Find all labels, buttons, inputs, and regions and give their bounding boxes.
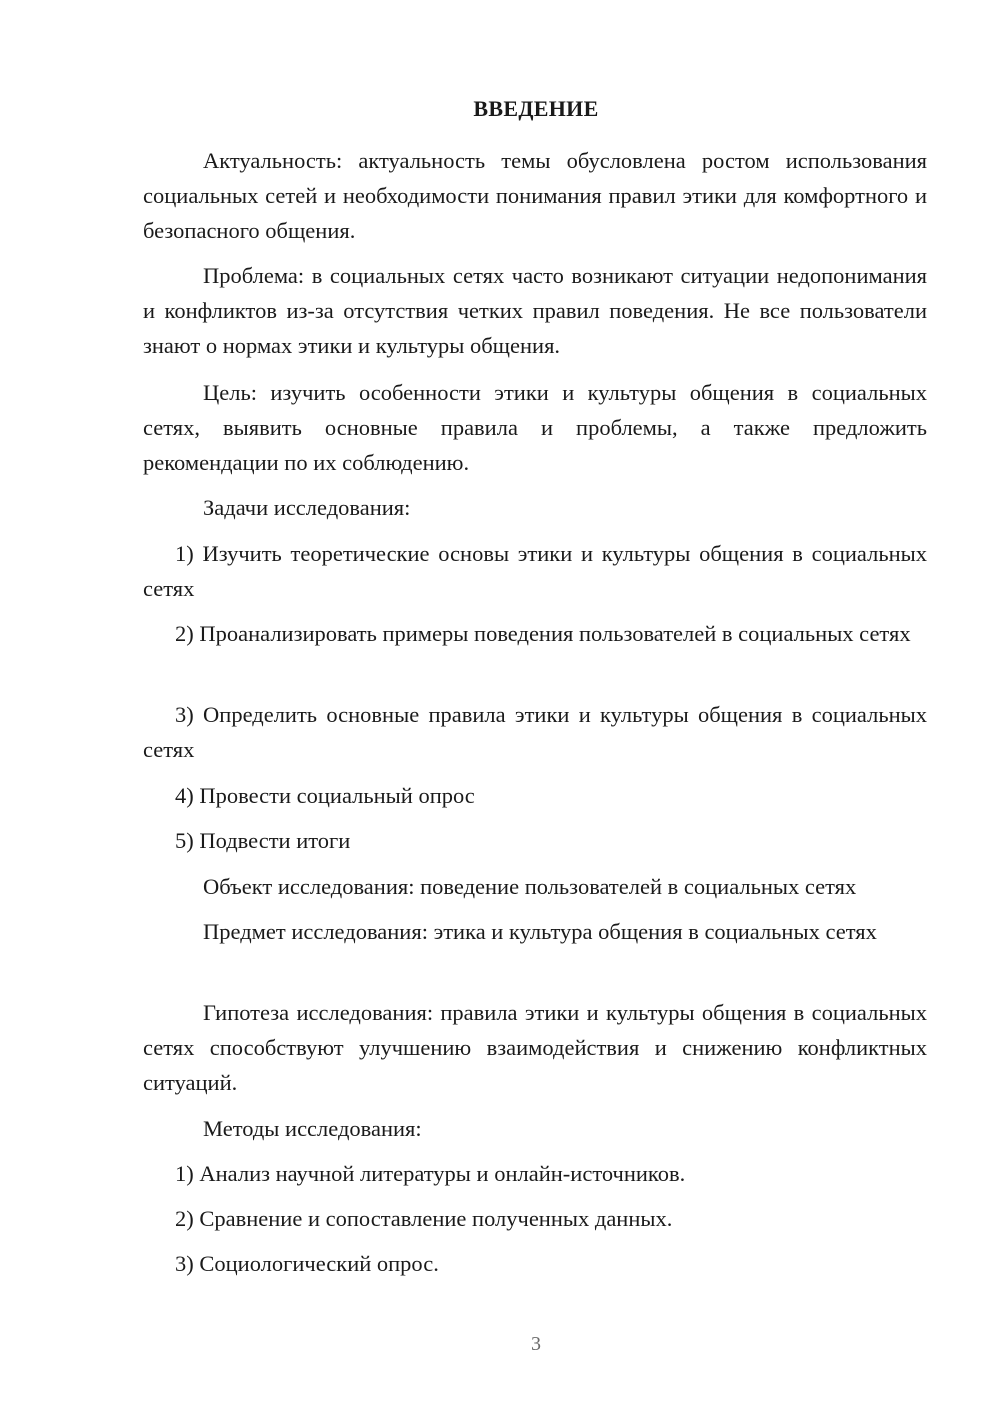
paragraph-hypothesis: Гипотеза исследования: правила этики и культуры общения в социальных сетях способствуют улучшению взаимодействия и снижению конфликтных ситуаций. xyxy=(143,1000,927,1095)
paragraph-problem: Проблема: в социальных сетях часто возникают ситуации недопонимания и конфликтов из-за отсутствия четких правил поведения. Не все пользователи знают о нормах этики и культуры общения. xyxy=(143,263,927,358)
method-item-1: 1) Анализ научной литературы и онлайн-источников. xyxy=(175,1161,686,1186)
task-item-2: 2) Проанализировать примеры поведения пользователей в социальных сетях xyxy=(175,621,911,646)
paragraph-goal: Цель: изучить особенности этики и культуры общения в социальных сетях, выявить основные правила и проблемы, а также предложить рекомендации по их соблюдению. xyxy=(143,380,927,475)
tasks-heading: Задачи исследования: xyxy=(203,495,411,520)
task-item-5: 5) Подвести итоги xyxy=(175,828,351,853)
task-item-3: 3) Определить основные правила этики и культуры общения в социальных сетях xyxy=(143,702,927,762)
page-number: 3 xyxy=(531,1333,541,1355)
method-item-3: 3) Социологический опрос. xyxy=(175,1251,439,1276)
paragraph-object: Объект исследования: поведение пользователей в социальных сетях xyxy=(203,874,857,899)
task-item-4: 4) Провести социальный опрос xyxy=(175,783,475,808)
section-title: ВВЕДЕНИЕ xyxy=(473,96,599,121)
method-item-2: 2) Сравнение и сопоставление полученных данных. xyxy=(175,1206,673,1231)
task-item-1: 1) Изучить теоретические основы этики и культуры общения в социальных сетях xyxy=(143,541,927,601)
paragraph-subject: Предмет исследования: этика и культура общения в социальных сетях xyxy=(203,919,877,944)
paragraph-relevance: Актуальность: актуальность темы обусловлена ростом использования социальных сетей и необходимости понимания правил этики для комфортного и безопасного общения. xyxy=(143,148,927,243)
methods-heading: Методы исследования: xyxy=(203,1116,422,1141)
